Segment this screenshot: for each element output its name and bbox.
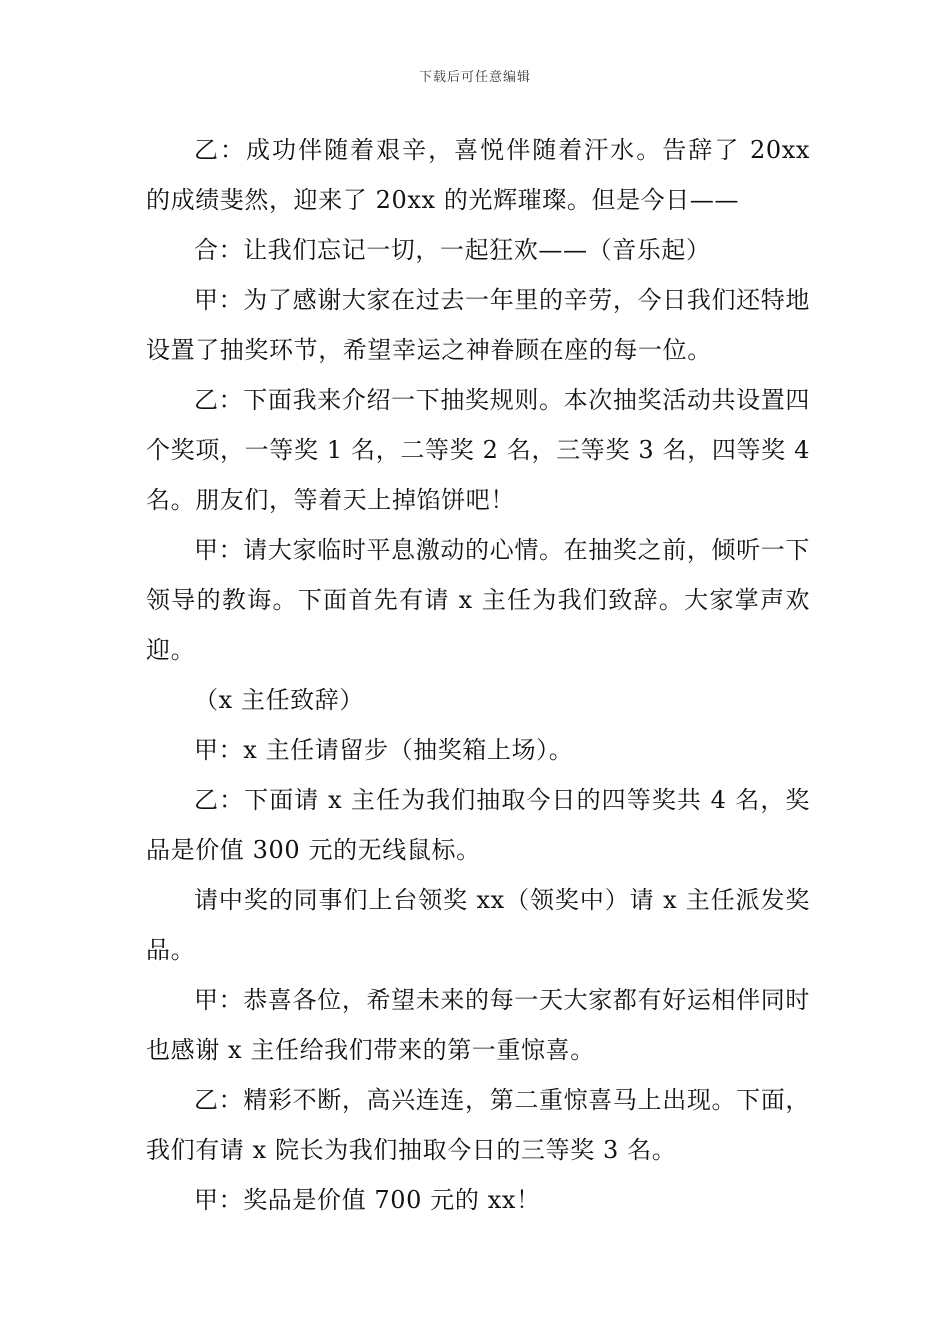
paragraph: 合：让我们忘记一切，一起狂欢——（音乐起） xyxy=(194,236,711,264)
document-body xyxy=(146,125,810,1225)
paragraph: 乙：精彩不断，高兴连连，第二重惊喜马上出现。下面，我们有请 x 院长为我们抽取今日的三等奖 3 名。 xyxy=(146,1086,810,1164)
paragraph: 甲：请大家临时平息激动的心情。在抽奖之前，倾听一下领导的教诲。下面首先有请 x 主任为我们致辞。大家掌声欢迎。 xyxy=(146,536,810,664)
paragraph: 甲：x 主任请留步（抽奖箱上场）。 xyxy=(194,736,574,764)
paragraph: （x 主任致辞） xyxy=(194,686,364,714)
paragraph: 乙：下面请 x 主任为我们抽取今日的四等奖共 4 名，奖品是价值 300 元的无线鼠标。 xyxy=(146,786,810,864)
paragraph: 甲：恭喜各位，希望未来的每一天大家都有好运相伴同时也感谢 x 主任给我们带来的第一重惊喜。 xyxy=(146,986,810,1064)
paragraph: 乙：下面我来介绍一下抽奖规则。本次抽奖活动共设置四个奖项，一等奖 1 名，二等奖 2 名，三等奖 3 名，四等奖 4 名。朋友们，等着天上掉馅饼吧！ xyxy=(146,386,810,514)
paragraph: 请中奖的同事们上台领奖 xx（领奖中）请 x 主任派发奖品。 xyxy=(146,886,810,964)
paragraph: 乙：成功伴随着艰辛，喜悦伴随着汗水。告辞了 20xx 的成绩斐然，迎来了 20xx 的光辉璀璨。但是今日—— xyxy=(146,136,810,214)
paragraph: 甲：奖品是价值 700 元的 xx！ xyxy=(194,1186,541,1214)
page-header-note: 下载后可任意编辑 xyxy=(418,70,531,85)
paragraph: 甲：为了感谢大家在过去一年里的辛劳，今日我们还特地设置了抽奖环节，希望幸运之神眷顾在座的每一位。 xyxy=(146,286,810,364)
